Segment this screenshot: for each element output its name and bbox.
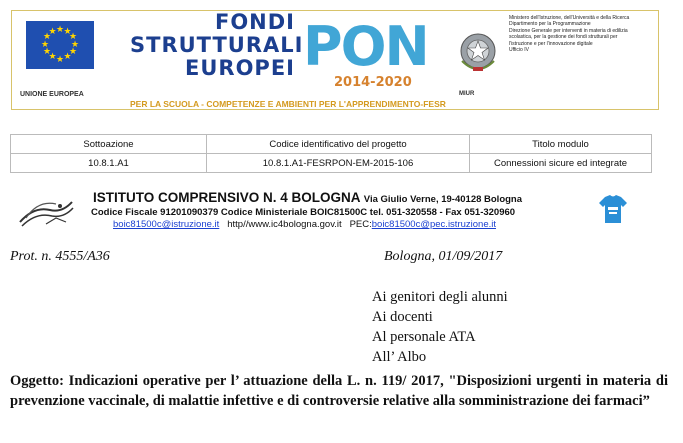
table-header-cell: Titolo modulo: [470, 135, 652, 154]
fondi-line-2: STRUTTURALI: [130, 33, 304, 57]
miur-text-line: Dipartimento per la Programmazione: [509, 21, 591, 28]
pon-logo: PON: [303, 15, 428, 78]
pec-label: PEC:: [349, 219, 372, 230]
table-header-cell: Sottoazione: [11, 135, 207, 154]
pon-years: 2014-2020: [334, 75, 412, 90]
pec-link[interactable]: boic81500c@pec.istruzione.it: [371, 219, 496, 230]
eu-star-icon: ★: [56, 54, 65, 65]
recipient-item: Ai docenti: [372, 309, 433, 325]
miur-text-line: Direzione Generale per interventi in materia di edilizia: [509, 27, 628, 34]
eu-star-icon: ★: [71, 39, 80, 50]
miur-text-line: Ministero dell'Istruzione, dell'Università e della Ricerca: [509, 15, 630, 21]
table-cell: Connessioni sicure ed integrate: [470, 154, 652, 173]
fondi-line-1: FONDI: [214, 10, 295, 34]
project-table: [10, 134, 652, 173]
eu-star-icon: ★: [63, 52, 72, 63]
recipient-item: Al personale ATA: [372, 329, 476, 345]
unicef-tshirt-icon: [597, 193, 629, 225]
school-name-text: ISTITUTO COMPRENSIVO N. 4 BOLOGNA: [93, 190, 361, 205]
school-fiscal-codes: Codice Fiscale 91201090379 Codice Ministeriale BOIC81500C tel. 051-320558 - Fax 051-320960: [91, 207, 516, 218]
eu-label: UNIONE EUROPEA: [20, 91, 84, 98]
recipients-list: [372, 287, 508, 367]
italian-emblem-icon: [458, 29, 498, 75]
eu-star-icon: ★: [63, 26, 72, 37]
letter-date: Bologna, 01/09/2017: [384, 249, 503, 264]
fondi-strutturali-logo: [130, 10, 304, 80]
eu-star-icon: ★: [43, 47, 52, 57]
banner-tagline: PER LA SCUOLA - COMPETENZE E AMBIENTI PER L'APPRENDIMENTO-FESR: [130, 99, 446, 109]
letter-subject: Oggetto: Indicazioni operative per l’ attuazione della L. n. 119/ 2017, "Disposizioni urgenti in materia di prevenzione vaccinale, di malattie infettive e di controversie relative alla somministrazione dei farmaci”: [10, 373, 668, 409]
school-contacts: [113, 219, 496, 230]
miur-department-text: [509, 15, 659, 53]
eu-star-icon: ★: [48, 26, 57, 37]
eu-star-icon: ★: [48, 52, 57, 63]
eu-star-icon: ★: [68, 47, 78, 57]
school-address: Via Giulio Verne, 19-40128 Bologna: [363, 194, 523, 205]
fondi-line-3: EUROPEI: [185, 56, 295, 80]
table-cell: 10.8.1.A1-FESRPON-EM-2015-106: [207, 154, 470, 173]
email-link[interactable]: boic81500c@istruzione.it: [113, 219, 220, 230]
miur-text-line: Ufficio IV: [509, 47, 529, 54]
eu-flag-icon: [26, 21, 94, 69]
miur-label: MIUR: [459, 91, 475, 97]
eu-star-icon: ★: [41, 39, 50, 50]
table-row: [11, 154, 652, 173]
eu-star-icon: ★: [68, 32, 78, 42]
table-header-cell: Codice identificativo del progetto: [207, 135, 470, 154]
miur-text-line: l'istruzione e per l'innovazione digitale: [509, 40, 593, 47]
table-header-row: [11, 135, 652, 154]
pon-banner: [11, 10, 659, 110]
school-logo-icon: [16, 196, 76, 230]
school-name: [93, 190, 522, 205]
recipient-item: All’ Albo: [372, 349, 427, 365]
protocol-number: Prot. n. 4555/A36: [10, 249, 110, 264]
eu-star-icon: ★: [43, 32, 52, 42]
table-cell: 10.8.1.A1: [11, 154, 207, 173]
website-text: http//www.ic4bologna.gov.it: [227, 219, 342, 230]
recipient-item: Ai genitori degli alunni: [372, 289, 508, 305]
eu-star-icon: ★: [56, 24, 65, 35]
miur-text-line: scolastica, per la gestione dei fondi strutturali per: [509, 34, 618, 41]
